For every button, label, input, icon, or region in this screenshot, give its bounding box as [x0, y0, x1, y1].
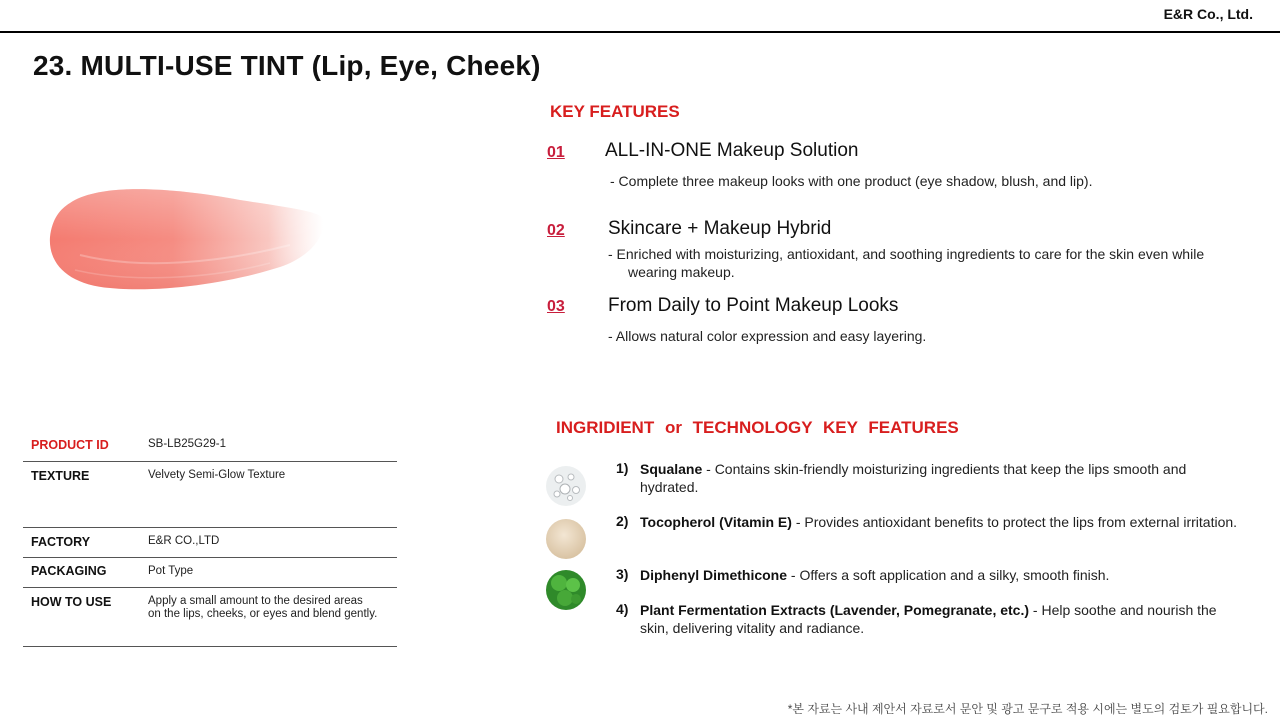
spec-value: SB-LB25G29-1: [148, 438, 226, 450]
ingredient-description: - Help soothe and nourish the skin, delivering vitality and radiance.: [640, 602, 1217, 636]
spec-label: PACKAGING: [31, 564, 107, 578]
feature-description: - Allows natural color expression and easy layering.: [608, 328, 927, 344]
tocopherol-powder-icon: [545, 518, 587, 560]
ingredient-number: 2): [616, 513, 629, 529]
spec-table: [23, 430, 397, 647]
spec-value: Pot Type: [148, 565, 194, 577]
ingredient-item: [640, 460, 1240, 496]
ingredient-name: Tocopherol (Vitamin E): [640, 514, 792, 530]
feature-title: Skincare + Makeup Hybrid: [608, 218, 832, 239]
spec-label: HOW TO USE: [31, 595, 112, 609]
ingredient-item: [640, 513, 1240, 531]
feature-description: - Enriched with moisturizing, antioxidant, and soothing ingredients to care for the skin even while wearing makeup.: [608, 246, 1205, 280]
spec-label: PRODUCT ID: [31, 438, 109, 452]
feature-number: 03: [547, 298, 565, 315]
feature-number: 01: [547, 144, 565, 161]
ingredient-description: - Contains skin-friendly moisturizing ingredients that keep the lips smooth and hydrated.: [640, 461, 1187, 495]
ingredient-number: 3): [616, 566, 629, 582]
product-swatch-image: [40, 175, 340, 300]
ingredient-number: 4): [616, 601, 629, 617]
squalane-droplets-icon: [545, 465, 587, 507]
company-name: E&R Co., Ltd.: [1163, 6, 1253, 22]
spec-value: Velvety Semi-Glow Texture: [148, 469, 286, 481]
ingredient-item: [640, 601, 1240, 637]
header-divider: [0, 31, 1280, 33]
spec-row-packaging: [23, 558, 397, 588]
ingredient-name: Diphenyl Dimethicone: [640, 567, 788, 583]
spec-value: Apply a small amount to the desired areas: [148, 595, 363, 607]
spec-label: FACTORY: [31, 535, 91, 549]
ingredient-name: Plant Fermentation Extracts (Lavender, Pomegranate, etc.): [640, 602, 1030, 618]
spec-label: TEXTURE: [31, 469, 90, 483]
key-features-heading: KEY FEATURES: [550, 102, 680, 121]
spec-row-product-id: [23, 430, 397, 462]
ingredient-description: - Provides antioxidant benefits to protect the lips from external irritation.: [791, 514, 1238, 530]
feature-description: - Complete three makeup looks with one product (eye shadow, blush, and lip).: [610, 173, 1093, 189]
spec-row-how-to-use: [23, 588, 397, 647]
feature-number: 02: [547, 222, 565, 239]
feature-title: ALL-IN-ONE Makeup Solution: [605, 140, 859, 161]
spec-value: on the lips, cheeks, or eyes and blend gently.: [148, 608, 378, 620]
ingredient-item: [640, 566, 1240, 584]
page-title: 23. MULTI-USE TINT (Lip, Eye, Cheek): [33, 50, 541, 81]
ingredient-name: Squalane: [640, 461, 703, 477]
ingredient-description: - Offers a soft application and a silky, smooth finish.: [787, 567, 1110, 583]
spec-row-factory: [23, 528, 397, 558]
feature-title: From Daily to Point Makeup Looks: [608, 295, 899, 316]
spec-value: E&R CO.,LTD: [148, 535, 220, 547]
spec-row-texture: [23, 462, 397, 528]
ingredient-heading: INGRIDIENT or TECHNOLOGY KEY FEATURES: [556, 418, 959, 437]
footnote: *본 자료는 사내 제안서 자료로서 문안 및 광고 문구로 적용 시에는 별도의 검토가 필요합니다.: [787, 702, 1268, 716]
ingredient-number: 1): [616, 460, 629, 476]
plant-leaves-icon: [545, 569, 587, 611]
